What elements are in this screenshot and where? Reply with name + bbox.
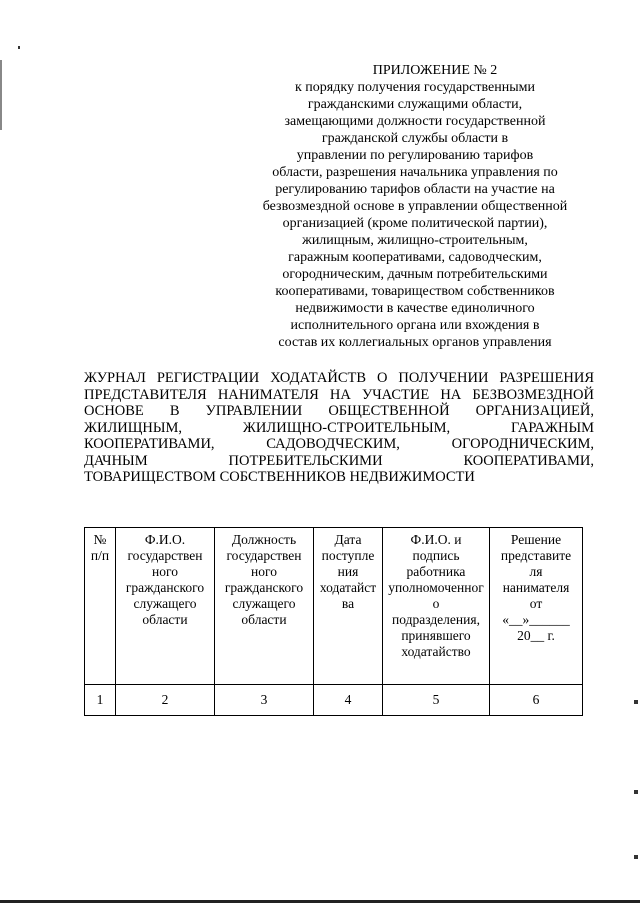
- appendix-line: управлении по регулированию тарифов: [296, 148, 534, 163]
- registration-journal-table: [84, 527, 583, 716]
- header-position: Должность государствен ного гражданского служащего области: [215, 528, 314, 685]
- journal-title-line: КООПЕРАТИВАМИ, САДОВОДЧЕСКИМ, ОГОРОДНИЧЕСКИМ,: [84, 436, 594, 452]
- appendix-line: состав их коллегиальных органов управления: [278, 335, 552, 350]
- column-number-cell: 5: [383, 685, 490, 716]
- appendix-line: гаражным кооперативами, садоводческим,: [288, 250, 542, 265]
- column-number-cell: 2: [116, 685, 215, 716]
- appendix-line: замещающими должности государственной: [284, 114, 546, 129]
- appendix-title: ПРИЛОЖЕНИЕ № 2: [372, 63, 498, 78]
- appendix-line: кооперативами, товариществом собственников: [275, 284, 555, 299]
- journal-title-line: ТОВАРИЩЕСТВОМ СОБСТВЕННИКОВ НЕДВИЖИМОСТИ: [84, 469, 475, 485]
- scan-artifact: [634, 855, 638, 859]
- scan-artifact: [634, 790, 638, 794]
- scan-artifact: [0, 900, 640, 903]
- appendix-line: гражданскими служащими области,: [307, 97, 523, 112]
- header-receipt-date: Дата поступле ния ходатайст ва: [314, 528, 383, 685]
- appendix-line: исполнительного органа или вхождения в: [290, 318, 540, 333]
- appendix-line: недвижимости в качестве единоличного: [295, 301, 535, 316]
- journal-title: [84, 370, 594, 486]
- journal-title-line: ПРЕДСТАВИТЕЛЯ НАНИМАТЕЛЯ НА УЧАСТИЕ НА БЕЗВОЗМЕЗДНОЙ: [84, 386, 594, 403]
- appendix-line: организацией (кроме политической партии),: [282, 216, 548, 231]
- journal-title-line: ОСНОВЕ В УПРАВЛЕНИИ ОБЩЕСТВЕННОЙ ОРГАНИЗАЦИЕЙ,: [84, 403, 594, 419]
- journal-title-line: ЖИЛИЩНЫМ, ЖИЛИЩНО-СТРОИТЕЛЬНЫМ, ГАРАЖНЫМ: [84, 419, 594, 436]
- appendix-header: [240, 62, 590, 351]
- journal-title-line: ЖУРНАЛ РЕГИСТРАЦИИ ХОДАТАЙСТВ О ПОЛУЧЕНИИ РАЗРЕШЕНИЯ: [84, 370, 594, 386]
- column-number-cell: 3: [215, 685, 314, 716]
- journal-title-line: ДАЧНЫМ ПОТРЕБИТЕЛЬСКИМИ КООПЕРАТИВАМИ,: [84, 452, 594, 469]
- table-row: [85, 685, 583, 716]
- appendix-line: области, разрешения начальника управления по: [272, 165, 558, 180]
- appendix-line: жилищным, жилищно-строительным,: [302, 233, 528, 248]
- column-number-cell: 1: [85, 685, 116, 716]
- scan-artifact: [18, 46, 20, 49]
- header-decision: Решение представите ля нанимателя от «__»______ 20__ г.: [490, 528, 583, 685]
- appendix-line: к порядку получения государственными: [295, 80, 535, 95]
- appendix-line: безвозмездной основе в управлении общественной: [262, 199, 568, 214]
- appendix-line: гражданской службы области в: [321, 131, 509, 146]
- table-header-row: [85, 528, 583, 685]
- column-number-cell: 6: [490, 685, 583, 716]
- appendix-line: регулированию тарифов области на участие на: [275, 182, 555, 197]
- scan-artifact: [634, 700, 638, 704]
- header-number: № п/п: [85, 528, 116, 685]
- header-receiver: Ф.И.О. и подпись работника уполномоченног о подразделения, принявшего ходатайство: [383, 528, 490, 685]
- scan-artifact: [0, 60, 2, 130]
- column-number-cell: 4: [314, 685, 383, 716]
- appendix-line: огородническим, дачным потребительскими: [282, 267, 548, 282]
- header-employee-name: Ф.И.О. государствен ного гражданского служащего области: [116, 528, 215, 685]
